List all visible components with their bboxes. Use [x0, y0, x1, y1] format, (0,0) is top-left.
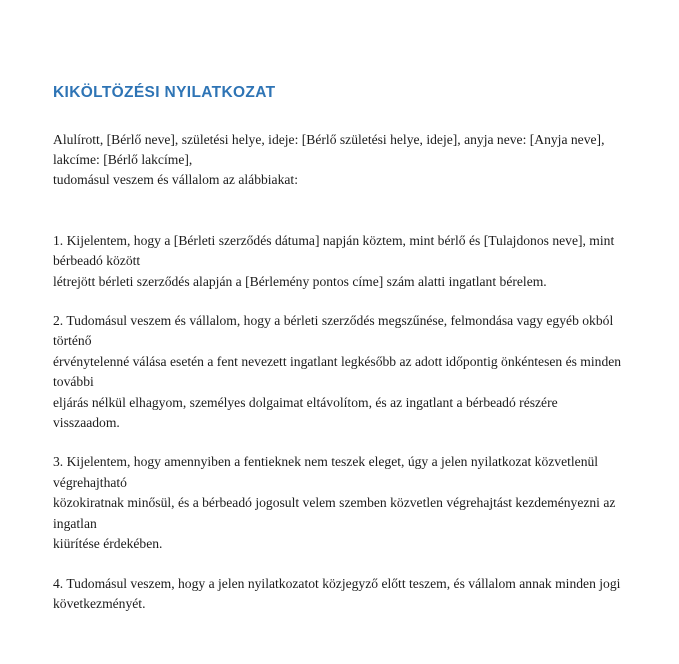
clause-spacer-1-2 — [53, 292, 625, 311]
clause-1-line-1: 1. Kijelentem, hogy a [Bérleti szerződés dátuma] napján köztem, mint bérlő és [Tulajdonos neve], mint bérbeadó között — [53, 232, 615, 269]
clause-2-line-1: 2. Tudomásul veszem és vállalom, hogy a bérleti szerződés megszűnése, felmondása vagy egyéb okból történő — [53, 313, 614, 349]
clause-spacer-3-4 — [53, 555, 625, 574]
clause-3 — [53, 452, 625, 554]
clause-4 — [53, 574, 625, 615]
clause-4-line-1: 4. Tudomásul veszem, hogy a jelen nyilatkozatot közjegyző előtt teszem, és vállalom annak minden jogi — [53, 575, 621, 591]
clause-4-line-2: következményét. — [53, 595, 146, 611]
intro-clause-spacer — [53, 191, 625, 231]
clause-3-line-1: 3. Kijelentem, hogy amennyiben a fentieknek nem teszek eleget, úgy a jelen nyilatkozat közvetlenül végrehajtható — [53, 454, 599, 490]
clause-3-line-3: kiürítése érdekében. — [53, 536, 163, 552]
clause-2 — [53, 311, 625, 433]
clause-2-line-2: érvénytelenné válása esetén a fent nevezett ingatlant legkésőbb az adott időpontig önkéntesen és minden további — [53, 353, 622, 390]
intro-line-1: Alulírott, [Bérlő neve], születési helye, ideje: [Bérlő születési helye, ideje], anyja neve: [Anyja neve], lakcíme: [Bérlő lakcíme], — [53, 131, 605, 167]
clause-3-line-2: közokiratnak minősül, és a bérbeadó jogosult velem szemben közvetlen végrehajtást kezdeményezni az ingatlan — [53, 495, 616, 531]
page-title: KIKÖLTÖZÉSI NYILATKOZAT — [53, 84, 276, 101]
clause-spacer-2-3 — [53, 433, 625, 452]
intro-line-2: tudomásul veszem és vállalom az alábbiakat: — [53, 172, 298, 188]
clause-1 — [53, 231, 625, 292]
clause-1-line-2: létrejött bérleti szerződés alapján a [Bérlemény pontos címe] szám alatti ingatlant bérelem. — [53, 273, 547, 289]
intro-paragraph — [53, 130, 625, 191]
clause-2-line-3: eljárás nélkül elhagyom, személyes dolgaimat eltávolítom, és az ingatlant a bérbeadó részére visszaadom. — [53, 394, 558, 431]
